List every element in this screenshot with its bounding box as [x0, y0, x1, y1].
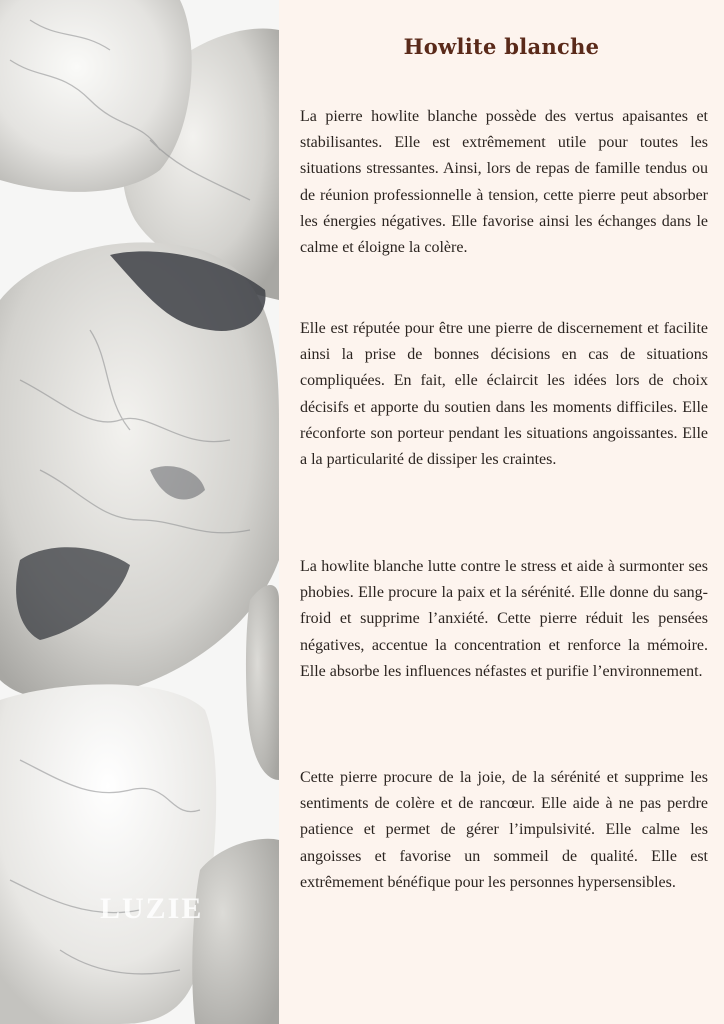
text-panel: [279, 0, 724, 1024]
brand-watermark: LUZIE: [100, 892, 204, 925]
paragraph-1: La pierre howlite blanche possède des vertus apaisantes et stabilisantes. Elle est extrêmement utile pour toutes les situations stressantes. Ainsi, lors de repas de famille tendus ou de réunion professionnelle à tension, cette pierre peut absorber les énergies négatives. Elle favorise ainsi les échanges dans le calme et éloigne la colère.: [300, 108, 708, 257]
stones-illustration: [0, 0, 279, 1024]
paragraph-3: La howlite blanche lutte contre le stress et aide à surmonter ses phobies. Elle procure la paix et la sérénité. Elle donne du sang-froid et supprime l’anxiété. Cette pierre réduit les pensées négatives, accentue la concentration et renforce la mémoire. Elle absorbe les influences néfastes et purifie l’environnement.: [300, 558, 708, 680]
stone-bottom-left: [0, 684, 216, 1024]
howlite-stones-photo: [0, 0, 279, 1024]
stone-top-left: [0, 0, 192, 192]
page-title: Howlite blanche: [403, 34, 600, 59]
paragraph-4: Cette pierre procure de la joie, de la sérénité et supprime les sentiments de colère et de rancœur. Elle aide à ne pas perdre patience et permet de gérer l’impulsivité. Elle calme les angoisses et favorise un sommeil de qualité. Elle est extrêmement bénéfique pour les personnes hypersensibles.: [300, 769, 708, 891]
paragraph-2: Elle est réputée pour être une pierre de discernement et facilite ainsi la prise de bonnes décisions en cas de situations compliquées. En fait, elle éclaircit les idées lors de choix décisifs et apporte du soutien dans les moments difficiles. Elle réconforte son porteur pendant les situations angoissantes. Elle a la particularité de dissiper les craintes.: [300, 320, 708, 469]
stone-bottom-right: [192, 839, 279, 1024]
